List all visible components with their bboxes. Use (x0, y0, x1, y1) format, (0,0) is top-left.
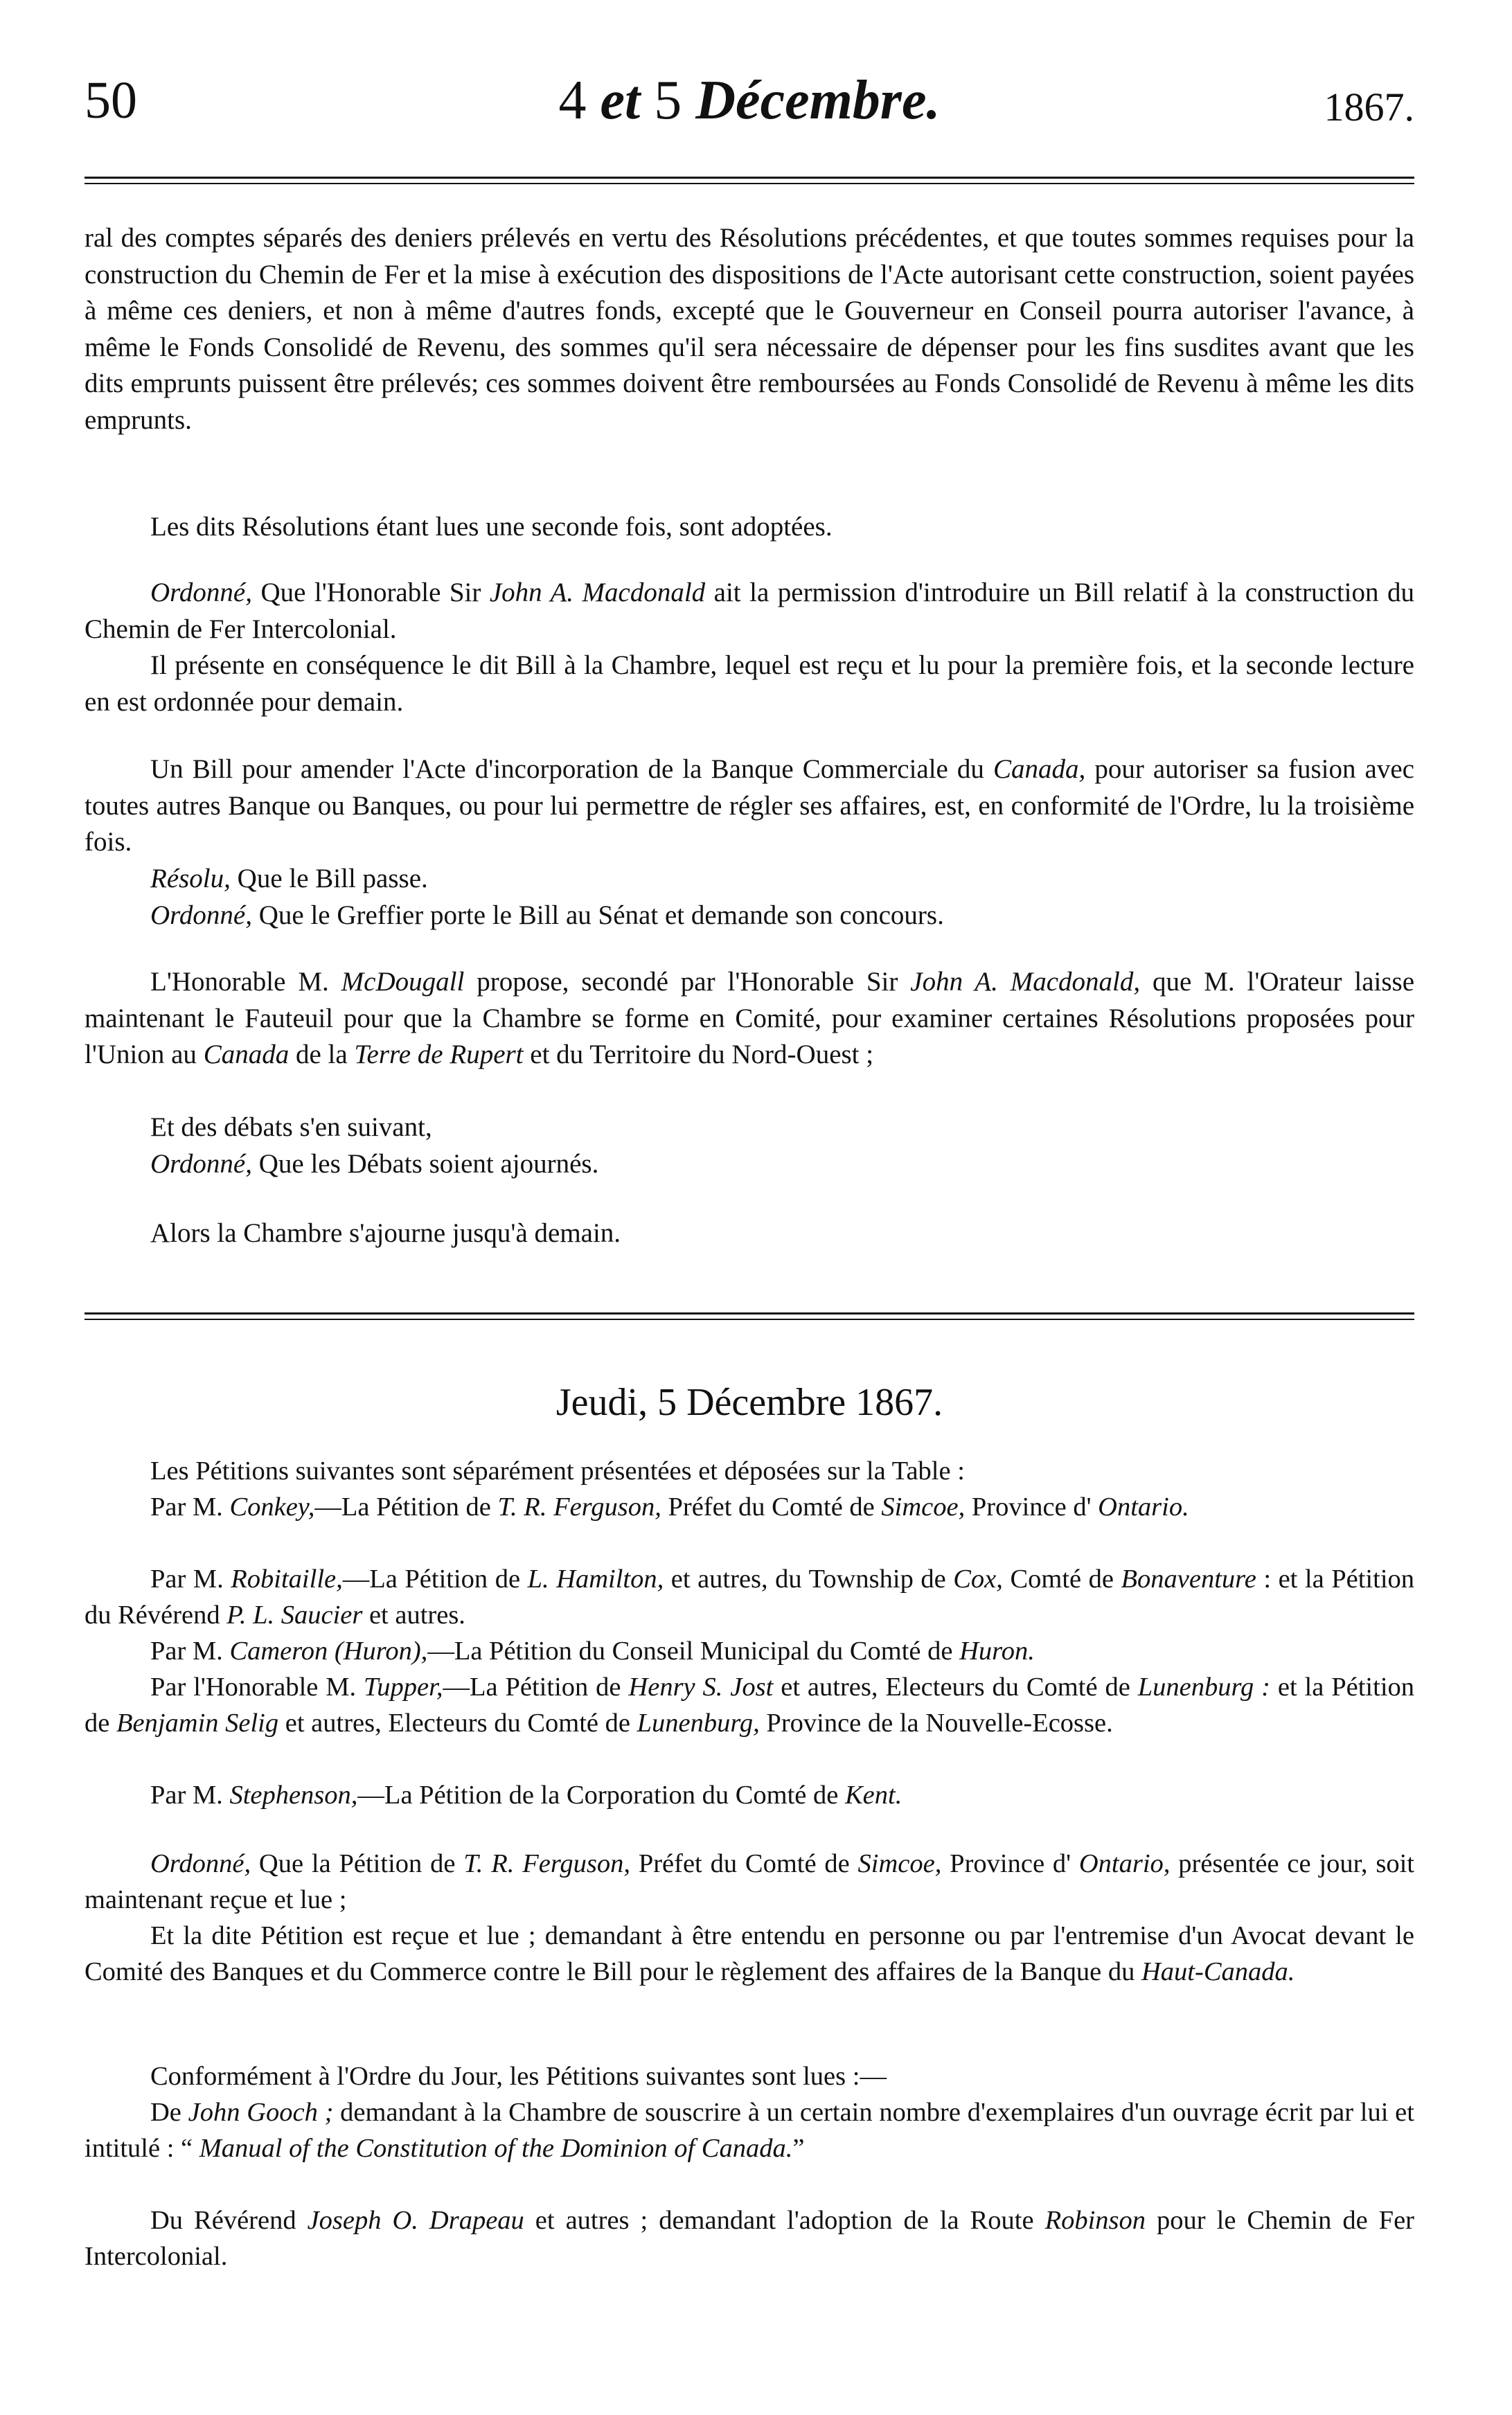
day-heading: Jeudi, 5 Décembre 1867. (555, 1381, 943, 1424)
paragraph-order-ferguson-petition: Ordonné, Que la Pétition de T. R. Ferguson, Préfet du Comté de Simcoe, Province d' Ontario, présentée ce jour, soit maintenant reçue et lue ; (85, 1849, 1414, 1914)
paragraph-petitions-intro: Les Pétitions suivantes sont séparément présentées et déposées sur la Table : (150, 1456, 965, 1486)
paragraph-petition-drapeau: Du Révérend Joseph O. Drapeau et autres ; demandant l'adoption de la Route Robinson pour le Chemin de Fer Intercolonial. (85, 2206, 1414, 2271)
header-divider (85, 177, 1414, 184)
paragraph-petition-cameron: Par M. Cameron (Huron),—La Pétition du Conseil Municipal du Comté de Huron. (150, 1637, 1035, 1666)
paragraph-petition-robitaille: Par M. Robitaille,—La Pétition de L. Hamilton, et autres, du Township de Cox, Comté de Bonaventure : et la Pétition du Révérend P. L. Saucier et autres. (85, 1565, 1415, 1630)
paragraph-debats: Et des débats s'en suivant, (150, 1112, 432, 1142)
paragraph-petitions-read: Conformément à l'Ordre du Jour, les Pétitions suivantes sont lues :— (150, 2062, 887, 2091)
page-number: 50 (85, 71, 137, 130)
paragraph-resolutions-adopted: Les dits Résolutions étant lues une seconde fois, sont adoptées. (150, 512, 833, 542)
paragraph-petition-tupper: Par l'Honorable M. Tupper,—La Pétition de Henry S. Jost et autres, Electeurs du Comté de Lunenburg : et la Pétition de Benjamin Selig et autres, Electeurs du Comté de Lunenburg, Province de la Nouvelle-Ecosse. (85, 1673, 1415, 1738)
running-title: 4 et 5 Décembre. (558, 70, 941, 131)
journal-page (85, 0, 1414, 2415)
paragraph-resolution-continued: ral des comptes séparés des deniers prélevés en vertu des Résolutions précédentes, et que toutes sommes requises pour la construction du Chemin de Fer et la mise à exécution des dispositions de l'Acte autorisant cette construction, soient payées à même ces deniers, et non à même d'autres fonds, excepté que le Gouverneur en Conseil pourra autoriser l'avance, à même le Fonds Consolidé de Revenu, des sommes qu'il sera nécessaire de dépenser pour les fins susdites avant que les dits emprunts puissent être prélevés; ces sommes doivent être remboursées au Fonds Consolidé de Revenu à même les dits emprunts. (85, 223, 1414, 435)
section-divider (85, 1312, 1414, 1320)
paragraph-order-macdonald: Ordonné, Que l'Honorable Sir John A. Macdonald ait la permission d'introduire un Bill relatif à la construction du Chemin de Fer Intercolonial. (85, 578, 1414, 644)
paragraph-debats-ajournes: Ordonné, Que les Débats soient ajournés. (150, 1149, 599, 1179)
paragraph-petition-conkey: Par M. Conkey,—La Pétition de T. R. Ferguson, Préfet du Comté de Simcoe, Province d' Ontario. (150, 1492, 1189, 1522)
paragraph-bill-first-reading: Il présente en conséquence le dit Bill à la Chambre, lequel est reçu et lu pour la première fois, et la seconde lecture en est ordonnée pour demain. (85, 650, 1414, 717)
paragraph-petition-received: Et la dite Pétition est reçue et lue ; demandant à être entendu en personne ou par l'entremise d'un Avocat devant le Comité des Banques et du Commerce contre le Bill pour le règlement des affaires de la Banque du Haut-Canada. (85, 1921, 1414, 1986)
page-year: 1867. (1324, 84, 1414, 130)
paragraph-petition-stephenson: Par M. Stephenson,—La Pétition de la Corporation du Comté de Kent. (150, 1781, 902, 1810)
page-header (85, 66, 1414, 135)
paragraph-resolu: Résolu, Que le Bill passe. (150, 864, 428, 893)
paragraph-mcdougall-motion: L'Honorable M. McDougall propose, secondé par l'Honorable Sir John A. Macdonald, que M. l'Orateur laisse maintenant le Fauteuil pour que la Chambre se forme en Comité, pour examiner certaines Résolutions proposées pour l'Union au Canada de la Terre de Rupert et du Territoire du Nord-Ouest ; (85, 967, 1415, 1069)
paragraph-bill-banque-commerciale: Un Bill pour amender l'Acte d'incorporation de la Banque Commerciale du Canada, pour autoriser sa fusion avec toutes autres Banque ou Banques, ou pour lui permettre de régler ses affaires, est, en conformité de l'Ordre, lu la troisième fois. (85, 754, 1414, 857)
paragraph-order-greffier: Ordonné, Que le Greffier porte le Bill au Sénat et demande son concours. (150, 900, 944, 930)
paragraph-petition-gooch: De John Gooch ; demandant à la Chambre de souscrire à un certain nombre d'exemplaires d'un ouvrage écrit par lui et intitulé : “ Manual of the Constitution of the Dominion of Canada.” (85, 2098, 1414, 2163)
paragraph-adjournment: Alors la Chambre s'ajourne jusqu'à demain. (150, 1218, 621, 1248)
